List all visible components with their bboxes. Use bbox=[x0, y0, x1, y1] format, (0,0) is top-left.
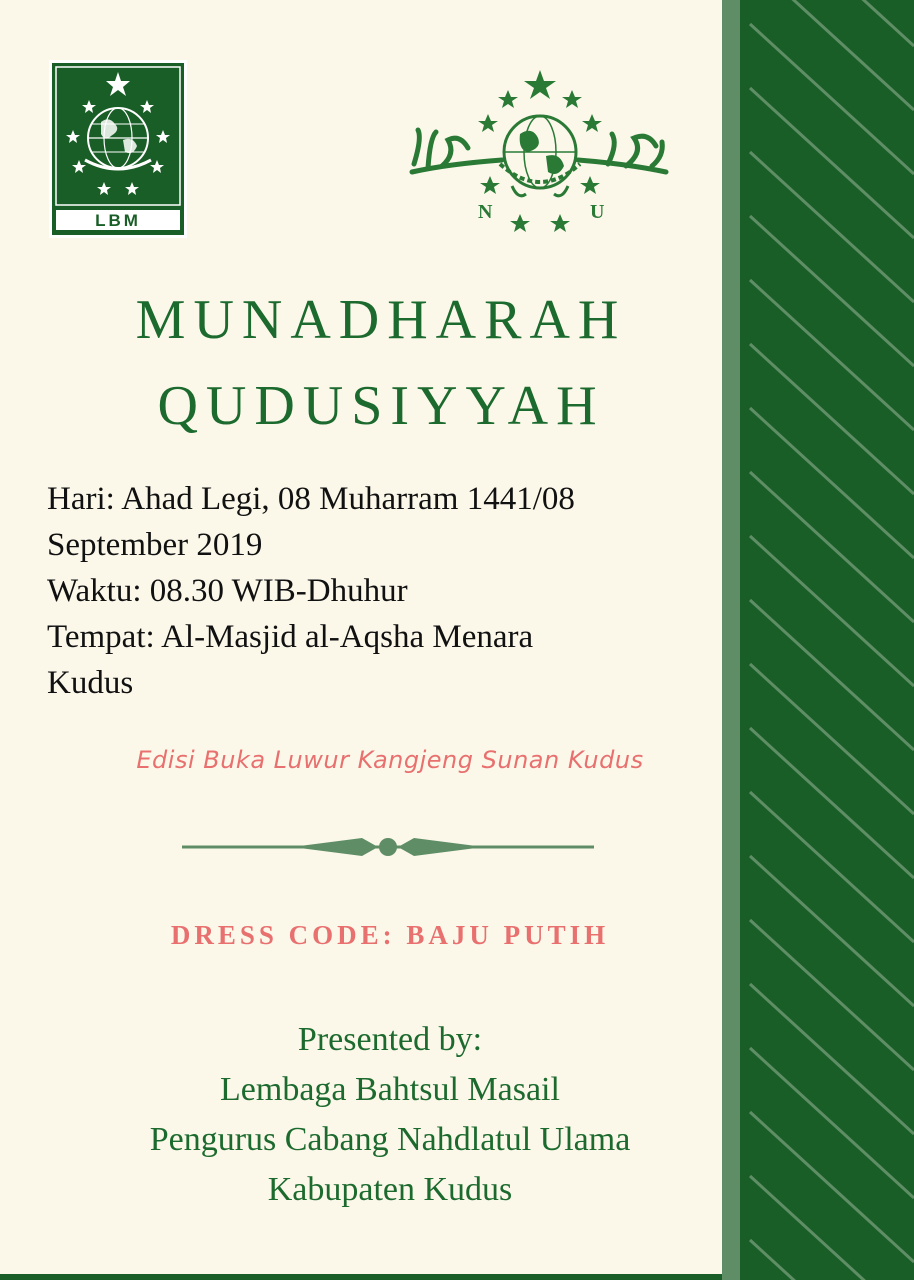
lbm-logo bbox=[49, 60, 187, 238]
presented-by-label: Presented by: bbox=[297, 1021, 483, 1058]
ornamental-divider bbox=[182, 832, 594, 862]
nu-logo bbox=[408, 68, 672, 240]
band-stripe bbox=[750, 24, 914, 174]
presenter-line-2: Pengurus Cabang Nahdlatul Ulama bbox=[149, 1121, 631, 1158]
event-details bbox=[47, 476, 717, 706]
dress-code: DRESS CODE: BAJU PUTIH bbox=[170, 920, 610, 950]
band-stripe bbox=[750, 664, 914, 814]
nu-letter-n: N bbox=[478, 201, 493, 223]
bottom-rule bbox=[0, 1274, 722, 1280]
lbm-logo-label: LBM bbox=[95, 211, 141, 230]
band-stripe bbox=[750, 344, 914, 494]
title-line-2: QUDUSIYYAH bbox=[157, 375, 605, 437]
band-stripe bbox=[750, 0, 914, 110]
detail-hari-line-2: September 2019 bbox=[47, 527, 263, 563]
band-stripe bbox=[750, 1240, 914, 1280]
band-stripe bbox=[750, 280, 914, 430]
presented-by-block bbox=[0, 1015, 780, 1215]
title-line-1: MUNADHARAH bbox=[135, 289, 627, 351]
band-stripe bbox=[750, 472, 914, 622]
band-stripe bbox=[750, 600, 914, 750]
presenter-line-3: Kabupaten Kudus bbox=[267, 1171, 513, 1208]
presenter-line-1: Lembaga Bahtsul Masail bbox=[220, 1071, 560, 1108]
band-stripe bbox=[750, 216, 914, 366]
detail-hari-line-1: Hari: Ahad Legi, 08 Muharram 1441/08 bbox=[47, 481, 575, 517]
band-stripe bbox=[750, 536, 914, 686]
detail-tempat-line-1: Tempat: Al-Masjid al-Aqsha Menara bbox=[47, 619, 534, 655]
band-stripe bbox=[750, 0, 914, 46]
nu-letter-u: U bbox=[590, 201, 605, 223]
detail-waktu: Waktu: 08.30 WIB-Dhuhur bbox=[47, 573, 408, 609]
detail-tempat-line-2: Kudus bbox=[47, 665, 134, 701]
band-stripe bbox=[750, 88, 914, 238]
band-stripe bbox=[750, 408, 914, 558]
edition-subtitle: Edisi Buka Luwur Kangjeng Sunan Kudus bbox=[136, 746, 644, 774]
band-stripe bbox=[750, 152, 914, 302]
